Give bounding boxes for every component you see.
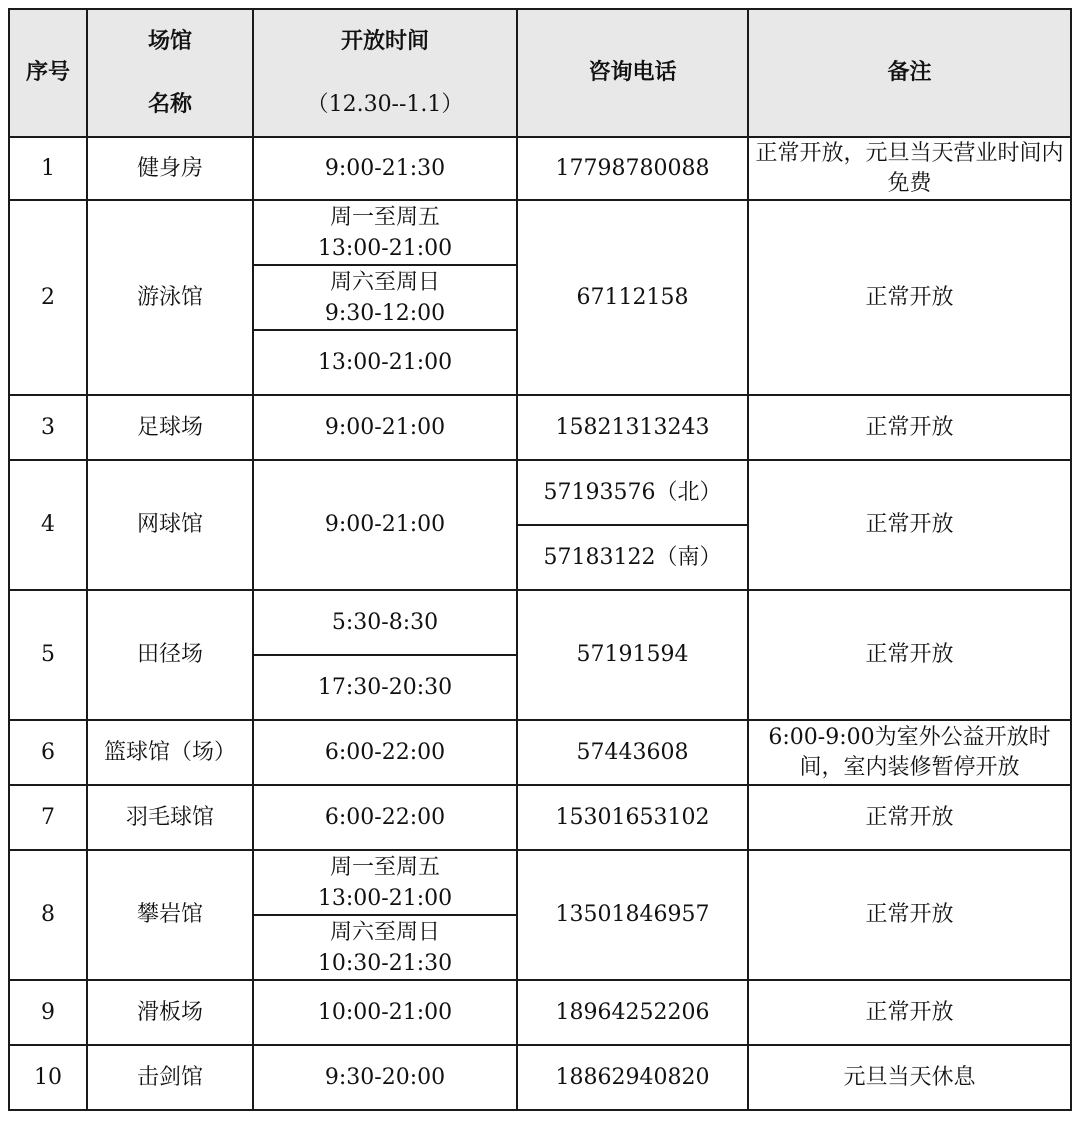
row-phone: 57443608 xyxy=(517,720,748,785)
table-row xyxy=(9,850,1071,915)
row-notes: 正常开放 xyxy=(748,590,1071,720)
row-phone-north: 57193576（北） xyxy=(517,460,748,525)
row-venue: 田径场 xyxy=(87,590,253,720)
row-hours: 6:00-22:00 xyxy=(253,720,517,785)
header-venue xyxy=(87,9,253,137)
table-row xyxy=(9,395,1071,460)
row-index: 7 xyxy=(9,785,87,850)
table-row xyxy=(9,980,1071,1045)
header-index: 序号 xyxy=(9,9,87,137)
schedule-table-wrapper xyxy=(8,8,1072,1111)
header-phone: 咨询电话 xyxy=(517,9,748,137)
row-hours: 9:00-21:30 xyxy=(253,137,517,200)
table-row xyxy=(9,720,1071,785)
header-venue-line2: 名称 xyxy=(147,92,192,117)
hours-weekday-label: 周一至周五 xyxy=(329,854,440,880)
row-hours-weekday xyxy=(253,850,517,915)
row-notes: 正常开放，元旦当天营业时间内免费 xyxy=(748,137,1071,200)
row-index: 6 xyxy=(9,720,87,785)
hours-weekday-value: 13:00-21:00 xyxy=(317,885,453,911)
row-venue: 攀岩馆 xyxy=(87,850,253,980)
row-phone: 18862940820 xyxy=(517,1045,748,1110)
row-venue: 足球场 xyxy=(87,395,253,460)
row-venue: 滑板场 xyxy=(87,980,253,1045)
row-notes: 6:00-9:00为室外公益开放时间，室内装修暂停开放 xyxy=(748,720,1071,785)
table-row xyxy=(9,460,1071,525)
row-notes: 正常开放 xyxy=(748,200,1071,395)
row-hours: 9:00-21:00 xyxy=(253,460,517,590)
row-venue: 网球馆 xyxy=(87,460,253,590)
row-notes: 正常开放 xyxy=(748,395,1071,460)
row-notes: 正常开放 xyxy=(748,785,1071,850)
row-index: 2 xyxy=(9,200,87,395)
hours-weekend-value: 10:30-21:30 xyxy=(317,950,453,976)
header-hours-line2: （12.30--1.1） xyxy=(306,92,464,117)
row-hours-am: 5:30-8:30 xyxy=(253,590,517,655)
row-hours-weekend xyxy=(253,915,517,980)
row-notes: 正常开放 xyxy=(748,980,1071,1045)
row-venue: 羽毛球馆 xyxy=(87,785,253,850)
row-hours: 9:30-20:00 xyxy=(253,1045,517,1110)
row-notes: 元旦当天休息 xyxy=(748,1045,1071,1110)
row-index: 4 xyxy=(9,460,87,590)
row-phone: 18964252206 xyxy=(517,980,748,1045)
row-venue: 健身房 xyxy=(87,137,253,200)
row-hours-weekend-pm: 13:00-21:00 xyxy=(253,330,517,395)
hours-weekend-label: 周六至周日 xyxy=(329,269,440,295)
row-phone: 15821313243 xyxy=(517,395,748,460)
venue-schedule-table xyxy=(8,8,1072,1111)
table-row xyxy=(9,785,1071,850)
row-phone-south: 57183122（南） xyxy=(517,525,748,590)
hours-weekend-label: 周六至周日 xyxy=(329,919,440,945)
row-hours-weekend-am xyxy=(253,265,517,330)
row-notes: 正常开放 xyxy=(748,460,1071,590)
row-index: 5 xyxy=(9,590,87,720)
header-hours xyxy=(253,9,517,137)
row-hours-pm: 17:30-20:30 xyxy=(253,655,517,720)
row-index: 9 xyxy=(9,980,87,1045)
row-venue: 游泳馆 xyxy=(87,200,253,395)
header-row xyxy=(9,9,1071,137)
table-row xyxy=(9,137,1071,200)
row-index: 8 xyxy=(9,850,87,980)
row-phone: 67112158 xyxy=(517,200,748,395)
row-phone: 13501846957 xyxy=(517,850,748,980)
row-venue: 击剑馆 xyxy=(87,1045,253,1110)
row-phone: 15301653102 xyxy=(517,785,748,850)
row-venue: 篮球馆（场） xyxy=(87,720,253,785)
row-notes: 正常开放 xyxy=(748,850,1071,980)
hours-weekday-label: 周一至周五 xyxy=(329,204,440,230)
hours-weekday-value: 13:00-21:00 xyxy=(317,235,453,261)
header-notes: 备注 xyxy=(748,9,1071,137)
row-index: 10 xyxy=(9,1045,87,1110)
row-hours: 9:00-21:00 xyxy=(253,395,517,460)
row-phone: 17798780088 xyxy=(517,137,748,200)
header-hours-line1: 开放时间 xyxy=(340,29,429,54)
row-index: 3 xyxy=(9,395,87,460)
hours-weekend-am-value: 9:30-12:00 xyxy=(324,300,446,326)
row-hours: 6:00-22:00 xyxy=(253,785,517,850)
row-hours-weekday xyxy=(253,200,517,265)
row-hours: 10:00-21:00 xyxy=(253,980,517,1045)
row-phone: 57191594 xyxy=(517,590,748,720)
row-index: 1 xyxy=(9,137,87,200)
header-venue-line1: 场馆 xyxy=(147,29,192,54)
table-row xyxy=(9,1045,1071,1110)
table-row xyxy=(9,590,1071,655)
table-row xyxy=(9,200,1071,265)
